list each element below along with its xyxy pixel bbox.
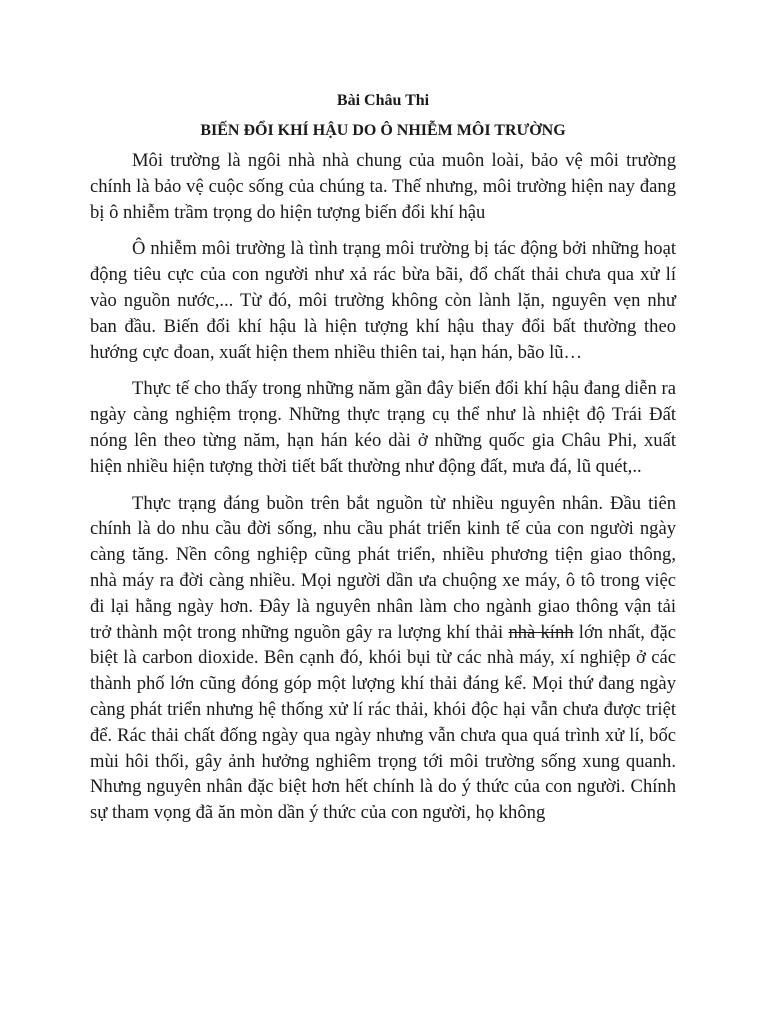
author-name: Bài Châu Thi bbox=[336, 92, 430, 109]
document-title: BIẾN ĐỔI KHÍ HẬU DO Ô NHIỄM MÔI TRƯỜNG bbox=[200, 122, 566, 139]
paragraph-4-text-after: lớn nhất, đặc biệt là carbon dioxide. Bên cạnh đó, khói bụi từ các nhà máy, xí nghiệp ở các thành phố lớn cũng đóng góp một lượng khí thải đáng kể. Mọi thứ đang ngày càng phát triển nhưng hệ thống xử lí rác thải, khói độc hại vẫn chưa được triệt để. Rác thải chất đống ngày qua ngày nhưng vẫn chưa qua quá trình xử lí, bốc mùi hôi thối, gây ảnh hưởng nghiêm trọng tới môi trường sống xung quanh. Nhưng nguyên nhân đặc biệt hơn hết chính là do ý thức của con người. Chính sự tham vọng đã ăn mòn dần ý thức của con người, họ không bbox=[90, 621, 676, 824]
paragraph-4-text-before: Thực trạng đáng buồn trên bắt nguồn từ nhiều nguyên nhân. Đầu tiên chính là do nhu cầu đời sống, nhu cầu phát triển kinh tế của con người ngày càng tăng. Nền công nghiệp cũng phát triển, nhiều phương tiện giao thông, nhà máy ra đời càng nhiều. Mọi người dần ưa chuộng xe máy, ô tô trong việc đi lại hằng ngày hơn. Đây là nguyên nhân làm cho ngành giao thông vận tải trở thành một trong những nguồn gây ra lượng khí thải bbox=[90, 492, 676, 643]
document-page bbox=[90, 86, 676, 837]
paragraph-4 bbox=[90, 491, 676, 826]
paragraph-1: Môi trường là ngôi nhà nhà chung của muôn loài, bảo vệ môi trường chính là bảo vệ cuộc sống của chúng ta. Thế nhưng, môi trường hiện nay đang bị ô nhiễm trầm trọng do hiện tượng biến đổi khí hậu bbox=[90, 150, 676, 223]
paragraph-3: Thực tế cho thấy trong những năm gần đây biến đổi khí hậu đang diễn ra ngày càng nghiệm trọng. Những thực trạng cụ thể như là nhiệt độ Trái Đất nóng lên theo từng năm, hạn hán kéo dài ở những quốc gia Châu Phi, xuất hiện nhiều hiện tượng thời tiết bất thường như động đất, mưa đá, lũ quét,.. bbox=[90, 378, 676, 477]
paragraph-2: Ô nhiễm môi trường là tình trạng môi trường bị tác động bởi những hoạt động tiêu cực của con người như xả rác bừa bãi, đổ chất thải chưa qua xử lí vào nguồn nước,... Từ đó, môi trường không còn lành lặn, nguyên vẹn như ban đầu. Biến đổi khí hậu là hiện tượng khí hậu thay đổi bất thường theo hướng cực đoan, xuất hiện them nhiều thiên tai, hạn hán, bão lũ… bbox=[90, 238, 676, 363]
struck-text: nhà kính bbox=[508, 621, 574, 643]
